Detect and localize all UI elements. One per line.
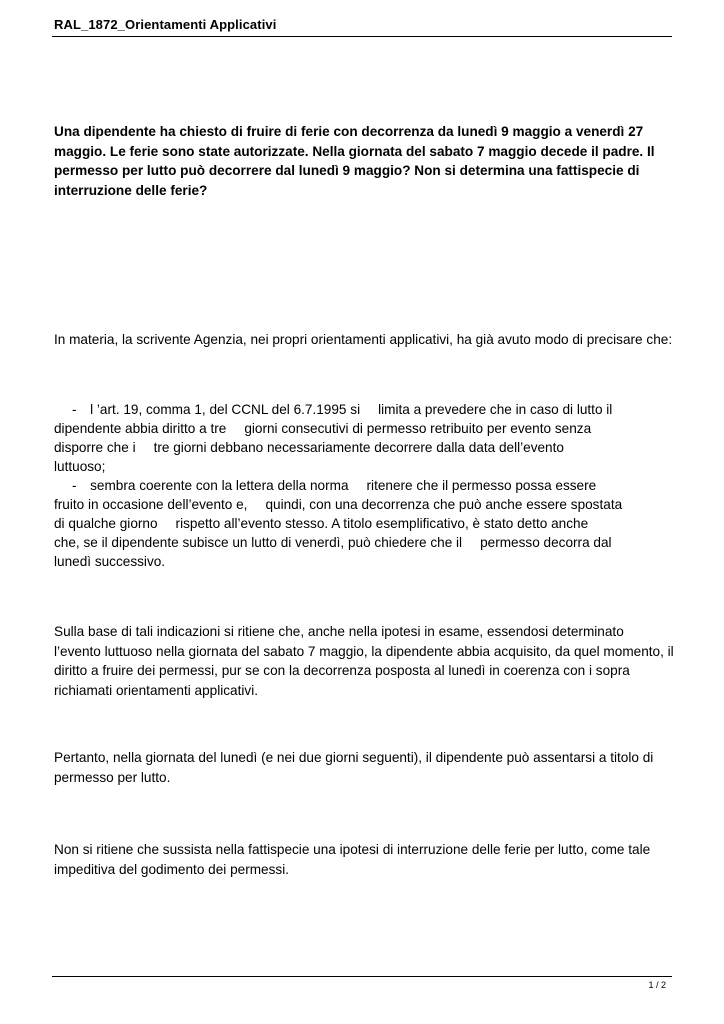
list-item <box>54 476 674 571</box>
list-text: rispetto all’evento stesso. A titolo esemplificativo, è stato detto anche <box>175 516 589 531</box>
list-text: sembra coerente con la lettera della norma <box>90 478 349 493</box>
list-text: l ’art. 19, comma 1, del CCNL del 6.7.1995 si <box>90 402 361 417</box>
bullet-list <box>54 400 674 571</box>
list-text: limita a prevedere che in caso di lutto il <box>378 402 613 417</box>
paragraph-text: Sulla base di tali indicazioni si ritiene che, anche nella ipotesi in esame, essendosi determinato l’evento luttuoso nella giornata del sabato 7 maggio, la dipendente abbia acquisito, da quel momento, il diritto a fruire dei permessi, pur se con la decorrenza posposta al lunedì in coerenza con i sopra richiamati orientamenti applicativi. <box>54 624 674 698</box>
list-text: giorni consecutivi di permesso retribuito per evento senza <box>244 421 592 436</box>
question-text: Una dipendente ha chiesto di fruire di ferie con decorrenza da lunedì 9 maggio a venerdì 27 maggio. Le ferie sono state autorizzate. Nella giornata del sabato 7 maggio decede il padre. Il permesso per lutto può decorrere dal lunedì 9 maggio? Non si determina una fattispecie di interruzione delle ferie? <box>54 124 655 198</box>
intro-text: In materia, la scrivente Agenzia, nei propri orientamenti applicativi, ha già avuto modo di precisare che: <box>54 332 673 347</box>
paragraph-text: Pertanto, nella giornata del lunedì (e nei due giorni seguenti), il dipendente può assentarsi a titolo di permesso per lutto. <box>54 750 654 785</box>
list-item <box>54 400 674 476</box>
list-text: quindi, con una decorrenza che può anche essere spostata <box>265 497 623 512</box>
list-text: luttuoso; <box>54 459 106 474</box>
paragraph-therefore <box>54 748 674 787</box>
list-text: permesso decorra dal <box>480 535 612 550</box>
paragraph-text: Non si ritiene che sussista nella fattispecie una ipotesi di interruzione delle ferie per lutto, come tale impeditiva del godimento dei permessi. <box>54 842 651 877</box>
page-number: 1 / 2 <box>648 980 666 990</box>
list-text: ritenere che il permesso possa essere <box>366 478 597 493</box>
document-title: RAL_1872_Orientamenti Applicativi <box>54 17 277 32</box>
list-text: fruito in occasione dell’evento e, <box>54 497 248 512</box>
list-text: di qualche giorno <box>54 516 158 531</box>
list-text: dipendente abbia diritto a tre <box>54 421 227 436</box>
list-text: che, se il dipendente subisce un lutto di venerdì, può chiedere che il <box>54 535 463 550</box>
paragraph-final <box>54 840 674 879</box>
page-footer <box>52 976 672 997</box>
list-text: lunedì successivo. <box>54 554 166 569</box>
page-header <box>52 10 672 37</box>
paragraph-conclusion <box>54 622 674 700</box>
list-marker: - <box>72 402 77 417</box>
list-text: tre giorni debbano necessariamente decorrere dalla data dell’evento <box>153 440 564 455</box>
intro-paragraph <box>54 330 674 350</box>
list-text: disporre che i <box>54 440 136 455</box>
list-marker: - <box>72 478 77 493</box>
